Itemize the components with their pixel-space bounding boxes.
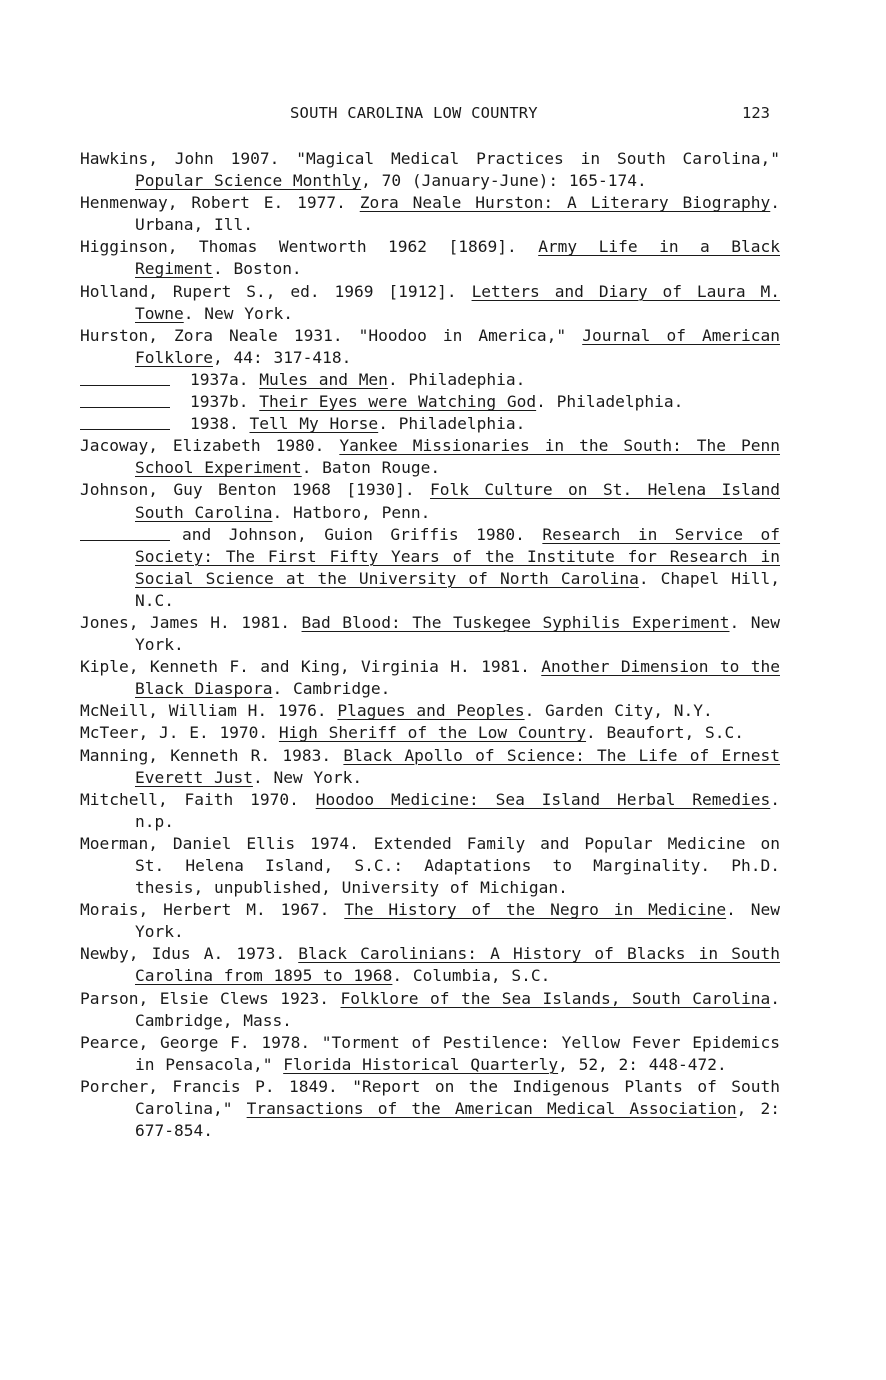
reference-list xyxy=(80,148,780,1142)
reference-entry xyxy=(80,479,780,523)
same-author-dash xyxy=(80,428,170,430)
reference-entry xyxy=(80,236,780,280)
same-author-dash xyxy=(80,384,170,386)
reference-text: . New York. xyxy=(252,767,363,787)
reference-text: Newby, Idus A. 1973. xyxy=(80,944,299,964)
reference-title: Black Apollo of Science: The Life of Ernest Everett Just xyxy=(135,745,780,787)
reference-text: Morais, Herbert M. 1967. xyxy=(80,900,345,920)
reference-text: . Chapel Hill, N.C. xyxy=(135,568,780,610)
reference-title: High Sheriff of the Low Country xyxy=(278,723,587,743)
reference-entry xyxy=(80,988,780,1032)
reference-entry xyxy=(80,722,780,744)
reference-title: Bad Blood: The Tuskegee Syphilis Experiment xyxy=(301,612,730,632)
reference-entry xyxy=(80,435,780,479)
reference-text: Johnson, Guy Benton 1968 [1930]. xyxy=(80,480,430,500)
reference-title: Black Carolinians: A History of Blacks in South Carolina from 1895 to 1968 xyxy=(135,944,780,986)
reference-entry xyxy=(80,391,780,413)
reference-title: The History of the Negro in Medicine xyxy=(344,900,727,920)
reference-entry xyxy=(80,369,780,391)
reference-entry xyxy=(80,656,780,700)
reference-title: Letters and Diary of Laura M. Towne xyxy=(135,281,780,323)
reference-title: Transactions of the American Medical Association xyxy=(246,1099,737,1119)
reference-text: , 2: 677-854. xyxy=(135,1099,781,1141)
reference-title: Mules and Men xyxy=(259,369,388,389)
reference-text: . New York. xyxy=(183,303,293,323)
reference-title: Tell My Horse xyxy=(249,414,379,434)
reference-title: Popular Science Monthly xyxy=(135,171,362,191)
same-author-dash xyxy=(80,406,170,408)
reference-title: Folk Culture on St. Helena Island South Carolina xyxy=(135,480,780,522)
reference-text: 1938. xyxy=(190,414,250,434)
reference-text: , 70 (January-June): 165-174. xyxy=(361,171,647,191)
reference-entry xyxy=(80,899,780,943)
reference-title: Zora Neale Hurston: A Literary Biography xyxy=(359,193,771,213)
reference-title: Plagues and Peoples xyxy=(337,701,525,721)
reference-text: Manning, Kenneth R. 1983. xyxy=(80,745,344,765)
reference-text: 1937a. xyxy=(190,369,260,389)
reference-text: . Cambridge. xyxy=(272,679,391,699)
reference-text: Hawkins, John 1907. "Magical Medical Practices in South Carolina," xyxy=(80,149,780,168)
reference-text: Pearce, George F. 1978. "Torment of Pestilence: Yellow Fever Epidemics in Pensacola," xyxy=(80,1032,780,1074)
reference-text: . Baton Rouge. xyxy=(301,458,441,478)
reference-entry xyxy=(80,1032,780,1076)
reference-text: . New York. xyxy=(135,900,780,942)
same-author-dash xyxy=(80,539,170,541)
reference-title: Florida Historical Quarterly xyxy=(283,1054,559,1074)
reference-text: Jones, James H. 1981. xyxy=(80,612,302,632)
reference-entry xyxy=(80,413,780,435)
reference-text: . Garden City, N.Y. xyxy=(524,701,713,721)
reference-entry xyxy=(80,281,780,325)
reference-text: Hurston, Zora Neale 1931. "Hoodoo in America," xyxy=(80,325,583,345)
reference-title: Journal of American Folklore xyxy=(135,325,780,367)
reference-text: Mitchell, Faith 1970. xyxy=(80,789,316,809)
reference-text: Parson, Elsie Clews 1923. xyxy=(80,988,341,1008)
reference-text: . Cambridge, Mass. xyxy=(135,988,780,1030)
reference-text: , 44: 317-418. xyxy=(212,347,352,367)
reference-text: . Columbia, S.C. xyxy=(392,966,551,986)
reference-entry xyxy=(80,148,780,192)
reference-text: . Beaufort, S.C. xyxy=(586,723,744,743)
reference-entry xyxy=(80,192,780,236)
reference-title: Folklore of the Sea Islands, South Carolina xyxy=(340,988,771,1008)
reference-text: . Hatboro, Penn. xyxy=(272,502,431,522)
reference-title: Army Life in a Black Regiment xyxy=(135,237,780,279)
reference-title: Another Dimension to the Black Diaspora xyxy=(135,657,780,699)
reference-title: Research in Service of Society: The First Fifty Years of the Institute for Research in Social Science at the University of North Carolina xyxy=(135,524,781,588)
reference-entry xyxy=(80,789,780,833)
reference-text: McNeill, William H. 1976. xyxy=(80,701,338,721)
reference-entry xyxy=(80,700,780,722)
reference-text: Kiple, Kenneth F. and King, Virginia H. 1981. xyxy=(80,657,542,677)
reference-entry xyxy=(80,325,780,369)
reference-text: Moerman, Daniel Ellis 1974. Extended Family and Popular Medicine on St. Helena Island, S.C.: Adaptations to Marginality. Ph.D. thesis, unpublished, University of Michigan. xyxy=(80,833,780,898)
reference-text: . n.p. xyxy=(135,789,780,831)
reference-title: Hoodoo Medicine: Sea Island Herbal Remedies xyxy=(315,789,771,809)
reference-title: Yankee Missionaries in the South: The Penn School Experiment xyxy=(135,436,780,478)
page-number: 123 xyxy=(742,104,770,122)
reference-text: McTeer, J. E. 1970. xyxy=(80,723,279,743)
reference-text: Holland, Rupert S., ed. 1969 [1912]. xyxy=(80,281,472,301)
reference-text: Higginson, Thomas Wentworth 1962 [1869]. xyxy=(80,237,539,257)
reference-entry xyxy=(80,524,780,612)
reference-text: 1937b. xyxy=(190,392,260,412)
reference-text: . Philadephia. xyxy=(387,369,526,389)
reference-text: , 52, 2: 448-472. xyxy=(558,1054,727,1074)
reference-text: . Philadelphia. xyxy=(378,414,526,434)
running-title: SOUTH CAROLINA LOW COUNTRY xyxy=(290,104,538,122)
reference-entry xyxy=(80,745,780,789)
running-head xyxy=(80,104,770,130)
reference-text: . New York. xyxy=(135,612,781,655)
reference-entry xyxy=(80,1076,780,1142)
reference-text: Henmenway, Robert E. 1977. xyxy=(80,193,360,213)
reference-text: Porcher, Francis P. 1849. "Report on the Indigenous Plants of South Carolina," xyxy=(80,1076,780,1119)
reference-entry xyxy=(80,943,780,987)
reference-text: . Philadelphia. xyxy=(536,392,684,412)
reference-text: . Boston. xyxy=(212,259,302,279)
reference-entry xyxy=(80,612,780,656)
reference-title: Their Eyes were Watching God xyxy=(259,392,537,412)
reference-entry xyxy=(80,833,780,899)
reference-text: and Johnson, Guion Griffis 1980. xyxy=(182,524,543,544)
reference-text: Jacoway, Elizabeth 1980. xyxy=(80,436,340,456)
reference-text: . Urbana, Ill. xyxy=(135,193,781,235)
